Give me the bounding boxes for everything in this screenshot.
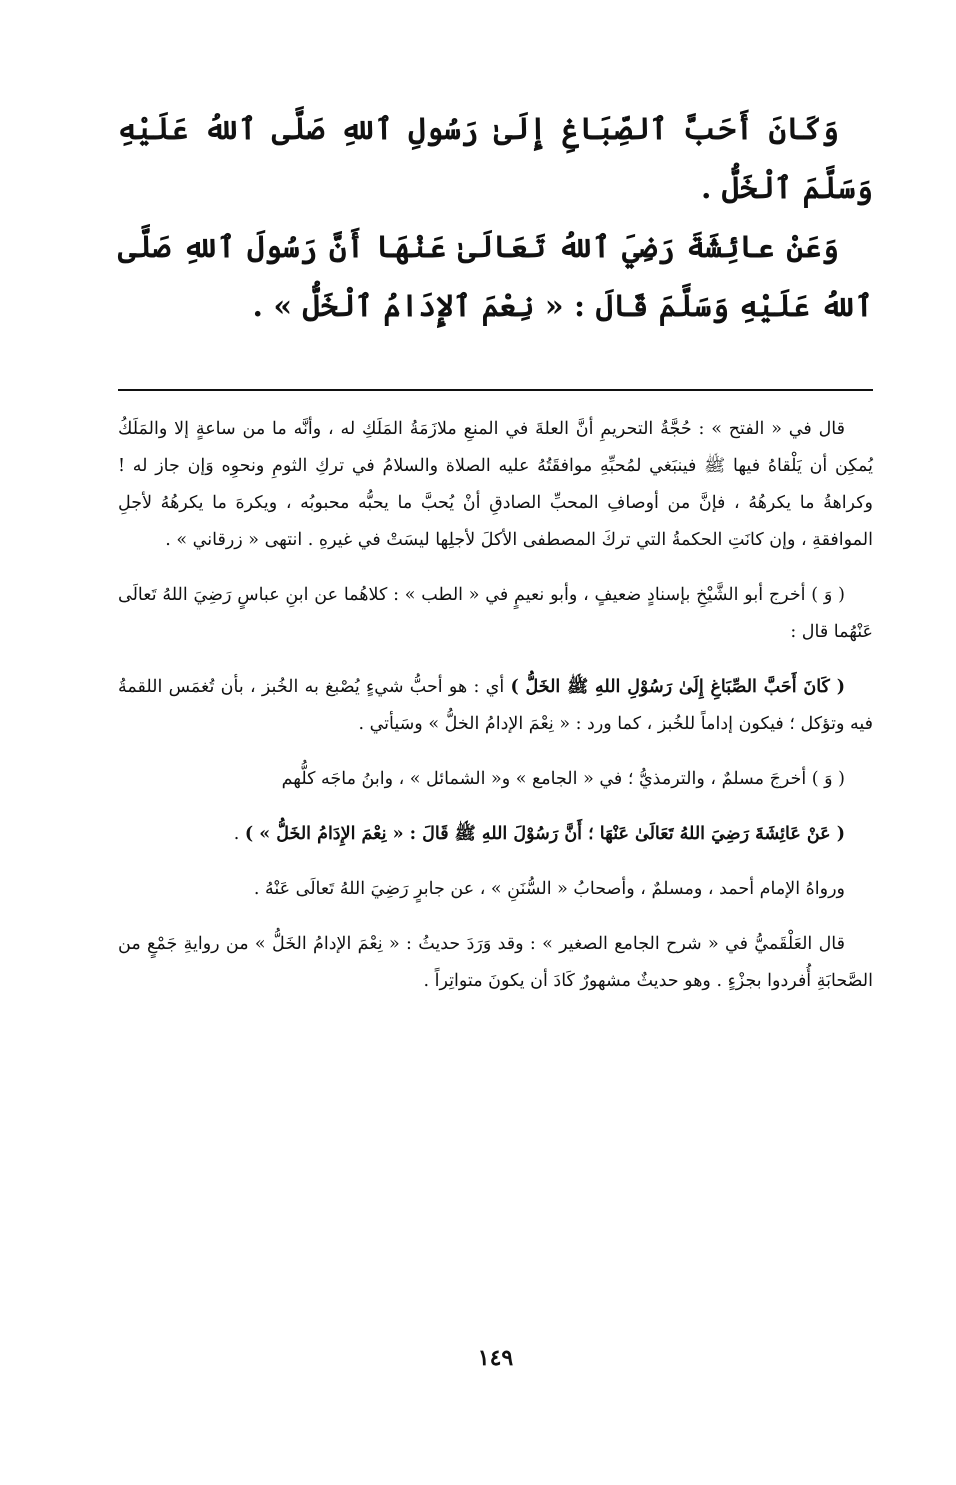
commentary-section — [118, 411, 873, 1000]
hadith-quote-2: ( عَنْ عَائِشَةَ رَضِيَ اللهُ تَعَالَىٰ عَنْهَا ؛ أَنَّ رَسُوْلَ اللهِ ﷺ قَالَ : « نِعْمَ الإِدَامُ الخَلُّ » ) — [244, 824, 845, 844]
commentary-paragraph-5-text: . — [233, 824, 245, 844]
hadith-quote-1: ( كَانَ أَحَبَّ الصِّبَاغِ إِلَىٰ رَسُوْلِ اللهِ ﷺ الخَلُّ ) — [510, 677, 845, 697]
commentary-paragraph-1: قال في « الفتح » : حُجَّةُ التحريمِ أنَّ العلةَ في المنعِ ملازَمَةُ المَلَكِ له ، وأنَّه ما من ساعةٍ إلا والمَلَكُ يُمكِن أن يَلْقاهُ فيها ﷺ فينبَغي لمُحبِّهِ موافقَتُهُ عليه الصلاة والسلامُ في تركِ الثومِ ونحوِه وَإن جاز له ! وكراهةُ ما يكرهُهُ ، فإنَّ من أوصافِ المحبِّ الصادقِ أنْ يُحبَّ ما يحبُّه محبوبُه ، ويكرهَ ما يكرهُهُ لأجلِ الموافقةِ ، وإن كانَتِ الحكمةُ التي تركَ المصطفى الأكلَ لأجلِها ليسَتْ في غيرهِ . انتهى « زرقاني » . — [118, 419, 873, 550]
footnote-divider — [118, 389, 873, 391]
page-number: ١٤٩ — [477, 1345, 514, 1371]
hadith-main-text — [118, 100, 873, 336]
commentary-paragraph-5 — [118, 816, 873, 853]
commentary-paragraph-4: ( وَ ) أخرجَ مسلمٌ ، والترمذيُّ ؛ في « الجامع » و« الشمائل » ، وابنُ ماجَه كلُّهم — [281, 769, 845, 789]
commentary-paragraph-3 — [118, 669, 873, 743]
commentary-paragraph-2: ( وَ ) أخرج أبو الشَّيْخِ بإسنادٍ ضعيفٍ ، وأبو نعيمٍ في « الطب » : كلاهُما عن ابنِ عباسٍ رَضِيَ اللهُ تَعالَى عَنْهُما قال : — [118, 585, 873, 642]
commentary-paragraph-7: قال العَلْقَميُّ في « شرح الجامع الصغير » : وقد وَرَدَ حديثُ : « نِعْمَ الإدامُ الخَلُّ » من روايةِ جَمْعٍ من الصَّحابَةِ أُفردوا بجزْءٍ . وهو حديثٌ مشهورٌ كَادَ أن يكونَ متواتِراً . — [118, 934, 873, 991]
hadith-line-1: وَكَانَ أَحَبَّ ٱلصِّبَاغِ إِلَىٰ رَسُولِ ٱللهِ صَلَّى ٱللهُ عَلَيْهِ وَسَلَّمَ ٱلْخَلُّ . — [118, 112, 873, 206]
hadith-line-2: وَعَنْ عائِشَةَ رَضِيَ ٱللهُ تَعَالَىٰ عَنْهَا أَنَّ رَسُولَ ٱللهِ صَلَّى ٱللهُ عَلَيْهِ وَسَلَّمَ قَالَ : « نِعْمَ ٱلإِدَامُ ٱلْخَلُّ » . — [118, 230, 873, 324]
commentary-paragraph-6: ورواهُ الإمام أحمد ، ومسلمٌ ، وأصحابُ « السُّنَنِ » ، عن جابرٍ رَضِيَ اللهُ تَعالَى عَنْهُ . — [253, 879, 845, 899]
commentary-paragraph-3-text: أي : هو أحبُّ شيءٍ يُصْبغ به الخُبز ، بأن تُغمَس اللقمةُ فيه وتؤكل ؛ فيكون إداماً للخُبز ، كما ورد : « نِعْمَ الإدامُ الخلُّ » وسَيأتي . — [118, 677, 873, 734]
book-page — [118, 100, 873, 1470]
